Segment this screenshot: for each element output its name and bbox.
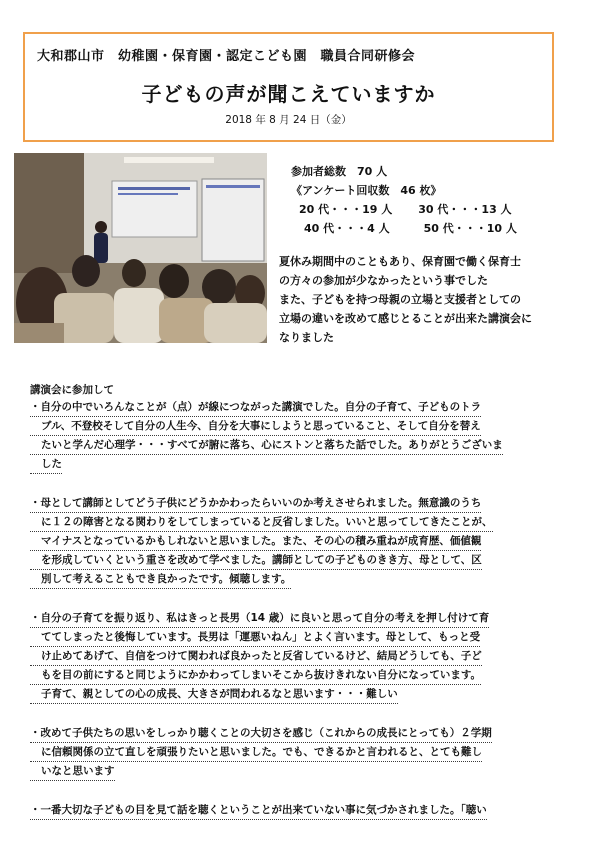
summary-line: なりました — [279, 331, 334, 344]
comment-item — [30, 724, 570, 781]
comment-line: に１２の障害となる関わりをしてしまっていると反省しました。いいと思ってしてきたことが、 — [30, 513, 493, 532]
age-row-1 — [291, 200, 517, 219]
comment-line: ・母として講師としてどう子供にどうかかわったらいいのか考えさせられました。無意識のうち — [30, 494, 481, 513]
organizer-text: 大和郡山市 幼稚園・保育園・認定こども園 職員合同研修会 — [37, 49, 416, 64]
comment-line: ・自分の中でいろんなことが（点）が線につながった講演でした。自分の子育て、子どものトラ — [30, 398, 481, 417]
comment-item — [30, 494, 570, 589]
comment-line: ・自分の子育てを振り返り、私はきっと長男（14 歳）に良いと思って自分の考えを押し付けて育 — [30, 609, 489, 628]
comment-item — [30, 609, 570, 704]
event-date: 2018 年 8 月 24 日（金） — [225, 114, 352, 126]
age-30s: 30 代・・・13 人 — [418, 203, 512, 216]
survey-count: 《アンケート回収数 46 枚》 — [291, 184, 442, 197]
participants-total: 参加者総数 70 人 — [291, 165, 388, 178]
comment-line: 子育て、親としての心の成長、大きさが問われるなと思います・・・難しい — [30, 685, 398, 704]
section-heading: 講演会に参加して — [30, 384, 114, 396]
comment-line: ブル、不登校そして自分の人生今、自分を大事にしようと思っていること、そして自分を替え — [30, 417, 481, 436]
comment-line: ・改めて子供たちの思いをしっかり聴くことの大切さを感じ（これからの成長にとっても）２学期 — [30, 724, 492, 743]
comment-line: を形成していくという重さを改めて学べました。講師としての子どものきき方、母として、区 — [30, 551, 482, 570]
summary-line: 立場の違いを改めて感じとることが出来た講演会に — [279, 312, 532, 325]
summary-line: の方々の参加が少なかったという事でした — [279, 274, 488, 287]
comment-line: した — [30, 455, 62, 474]
comment-line: に信頼関係の立て直しを頑張りたいと思いました。でも、できるかと言われると、とても難し — [30, 743, 482, 762]
summary-text — [279, 252, 569, 347]
summary-line: また、子どもを持つ母親の立場と支援者としての — [279, 293, 521, 306]
comments-section — [30, 382, 570, 840]
comment-item — [30, 398, 570, 474]
age-40s: 40 代・・・4 人 — [304, 222, 390, 235]
page-title: 子どもの声が聞こえていますか — [141, 82, 436, 106]
comment-line: ・一番大切な子どもの目を見て話を聴くということが出来ていない事に気づかされました。「聴い — [30, 801, 487, 820]
summary-line: 夏休み期間中のこともあり、保育園で働く保育士 — [279, 255, 521, 268]
header-box — [23, 32, 554, 142]
comment-line: もを目の前にすると同じようにかかわってしまいそこから抜けきれない自分になっています。 — [30, 666, 481, 685]
age-row-2 — [291, 219, 517, 238]
lecture-photo — [14, 153, 267, 343]
comment-line: マイナスとなっているかもしれないと思いました。また、その心の積み重ねが成育歴、価値観 — [30, 532, 481, 551]
comment-item — [30, 801, 570, 820]
comment-line: ててしまったと後悔しています。長男は「運悪いねん」とよく言います。母として、もっと受 — [30, 628, 480, 647]
age-50s: 50 代・・・10 人 — [423, 222, 517, 235]
comment-line: け止めてあげて、自信をつけて関われば良かったと反省しているけど、結局どうしても、子ど — [30, 647, 482, 666]
attendance-stats — [291, 162, 517, 238]
age-20s: 20 代・・・19 人 — [299, 203, 393, 216]
comment-line: 別して考えることもでき良かったです。傾聴します。 — [30, 570, 291, 589]
comment-line: いなと思います — [30, 762, 115, 781]
comment-line: たいと学んだ心理学・・・すべてが腑に落ち、心にストンと落ちた話でした。ありがとうございま — [30, 436, 503, 455]
